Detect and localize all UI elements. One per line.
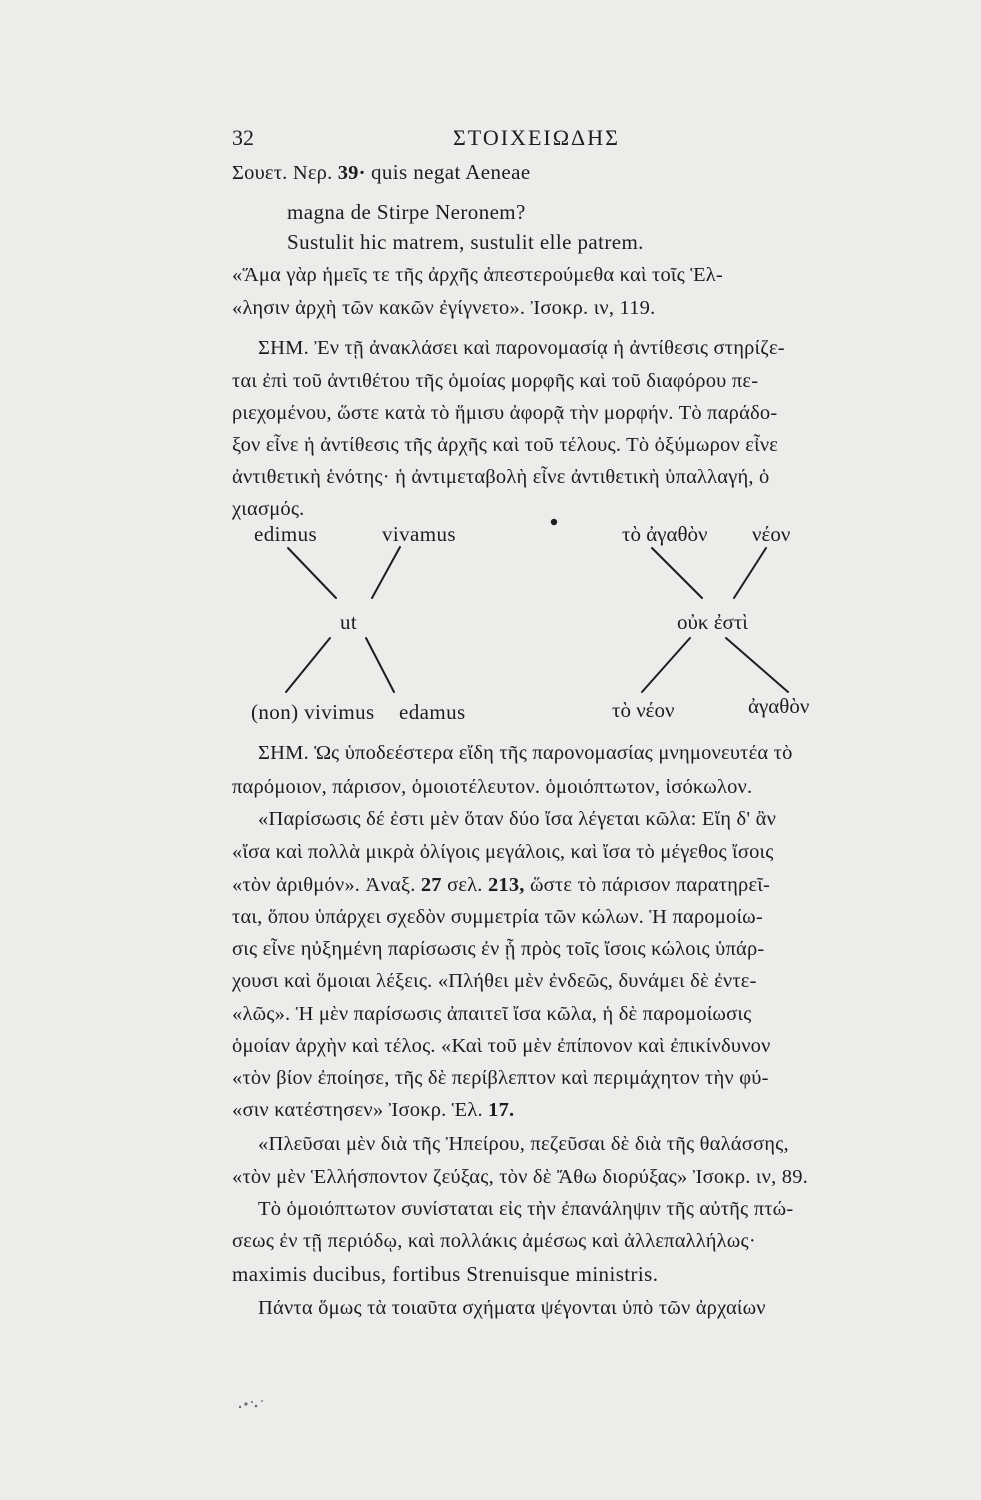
right-diagram-top-right: νέον (752, 522, 791, 546)
para1-line-10-num: 17. (488, 1099, 515, 1121)
quote-line-2: magna de Stirpe Neronem? (287, 200, 526, 224)
para1-line-3 (232, 874, 770, 897)
para1-line-3-a: «τὸν ἀριθμόν». Ἀναξ. (232, 874, 416, 896)
note1-line-6: χιασμός. (232, 498, 305, 520)
quote-reference: Σουετ. Νερ. (232, 162, 333, 184)
right-diagram-center: οὐκ ἐστὶ (677, 610, 748, 634)
right-diagram-bottom-right: ἀγαθὸν (748, 694, 810, 718)
right-diagram-top-left: τὸ ἀγαθὸν (622, 522, 708, 546)
right-diagram-line-bottom-left (642, 638, 690, 692)
para2-line-2: «τὸν μὲν Ἑλλήσποντον ζεύξας, τὸν δὲ Ἄθω διορύξας» Ἰσοκρ. ιν, 89. (232, 1166, 808, 1188)
left-diagram-top-left: edimus (254, 522, 318, 546)
print-specks (236, 1395, 276, 1415)
note1-line-5: ἀντιθετικὴ ἑνότης· ἡ ἀντιμεταβολὴ εἶνε ἀντιθετικὴ ὑπαλλαγή, ὁ (232, 466, 770, 488)
left-diagram-bottom-right: edamus (399, 700, 466, 724)
para3-line-3: maximis ducibus, fortibus Strenuisque ministris. (232, 1262, 659, 1286)
para1-line-10 (232, 1099, 514, 1122)
para1-line-4: ται, ὅπου ὑπάρχει σχεδὸν συμμετρία τῶν κώλων. Ἡ παρομοίω- (232, 906, 763, 928)
para1-line-8: ὁμοίαν ἀρχὴν καὶ τέλος. «Καὶ τοῦ μὲν ἐπίπονον καὶ ἐπικίνδυνον (232, 1035, 771, 1057)
para1-line-1: «Παρίσωσις δέ ἐστι μὲν ὅταν δύο ἴσα λέγεται κῶλα: Εἴη δ' ἂν (258, 808, 777, 830)
running-title: ΣΤΟΙΧΕΙΩΔΗΣ (453, 125, 620, 150)
left-diagram-line-top-right (372, 547, 400, 598)
para3-line-1: Τὸ ὁμοιόπτωτον συνίσταται εἰς τὴν ἐπανάληψιν τῆς αὐτῆς πτώ- (258, 1198, 794, 1220)
left-diagram-line-bottom-right (366, 638, 394, 692)
para1-line-3-num: 27 (420, 874, 442, 896)
para1-line-3-page: 213, (487, 874, 525, 896)
para1-line-3-e: ὥστε τὸ πάρισον παρατηρεῖ- (529, 874, 771, 896)
page-number: 32 (232, 125, 254, 150)
quote-text: quis negat Aeneae (371, 160, 531, 184)
note2-line-1: ΣΗΜ. Ὡς ὑποδεέστερα εἴδη τῆς παρονομασίας μνημονευτέα τὸ (258, 742, 793, 764)
para1-line-10-a: «σιν κατέστησεν» Ἰσοκρ. Ἑλ. (232, 1099, 483, 1121)
para4-line-1: Πάντα ὅμως τὰ τοιαῦτα σχήματα ψέγονται ὑπὸ τῶν ἀρχαίων (258, 1297, 766, 1319)
left-diagram-center: ut (340, 610, 358, 634)
ink-dot (551, 519, 557, 525)
note1-line-2: ται ἐπὶ τοῦ ἀντιθέτου τῆς ὁμοίας μορφῆς καὶ τοῦ διαφόρου πε- (232, 370, 759, 392)
para3-line-2: σεως ἐν τῇ περιόδῳ, καὶ πολλάκις ἀμέσως καὶ ἀλλεπαλλήλως· (232, 1230, 756, 1252)
para1-line-5: σις εἶνε ηὐξημένη παρίσωσις ἐν ᾗ πρὸς τοῖς ἴσοις κώλοις ὑπάρ- (232, 938, 765, 960)
note1-line-3: ριεχομένου, ὥστε κατὰ τὸ ἥμισυ ἀφορᾷ τὴν μορφήν. Τὸ παράδο- (232, 402, 778, 424)
para1-line-3-c: σελ. (447, 874, 483, 896)
quote-line-4: «Ἅμα γὰρ ἡμεῖς τε τῆς ἀρχῆς ἀπεστερούμεθα καὶ τοῖς Ἑλ- (232, 264, 723, 286)
right-diagram-line-top-right (734, 548, 766, 598)
left-diagram-line-bottom-left (286, 638, 330, 692)
right-diagram-line-top-left (652, 548, 702, 598)
para2-line-1: «Πλεῦσαι μὲν διὰ τῆς Ἠπείρου, πεζεῦσαι δὲ διὰ τῆς θαλάσσης, (258, 1133, 789, 1155)
para1-line-9: «τὸν βίον ἐποίησε, τῆς δὲ περίβλεπτον καὶ περιμάχητον τὴν φύ- (232, 1067, 769, 1089)
left-diagram-line-top-left (288, 548, 336, 598)
note2-line-2: παρόμοιον, πάρισον, ὁμοιοτέλευτον. ὁμοιόπτωτον, ἰσόκωλον. (232, 776, 753, 798)
note1-line-1: ΣΗΜ. Ἐν τῇ ἀνακλάσει καὶ παρονομασίᾳ ἡ ἀντίθεσις στηρίζε- (258, 337, 785, 359)
para1-line-7: «λῶς». Ἡ μὲν παρίσωσις ἀπαιτεῖ ἴσα κῶλα, ἡ δὲ παρομοίωσις (232, 1003, 752, 1025)
right-diagram-bottom-left: τὸ νέον (612, 698, 675, 722)
para1-line-2: «ἴσα καὶ πολλὰ μικρὰ ὀλίγοις μεγάλοις, καὶ ἴσα τὸ μέγεθος ἴσοις (232, 841, 774, 863)
left-diagram-bottom-left: (non) vivimus (251, 700, 375, 724)
note1-line-4: ξον εἶνε ἡ ἀντίθεσις τῆς ἀρχῆς καὶ τοῦ τέλους. Τὸ ὀξύμωρον εἶνε (232, 434, 779, 456)
right-diagram-line-bottom-right (726, 638, 788, 692)
quote-line-3: Sustulit hic matrem, sustulit elle patrem. (287, 230, 644, 254)
quote-line-5: «λησιν ἀρχὴ τῶν κακῶν ἐγίγνετο». Ἰσοκρ. ιν, 119. (232, 297, 656, 319)
para1-line-6: χουσι καὶ ὅμοιαι λέξεις. «Πλήθει μὲν ἐνδεῶς, δυνάμει δὲ ἐντε- (232, 970, 757, 992)
quote-number: 39· (337, 162, 366, 184)
left-diagram-top-right: vivamus (382, 522, 456, 546)
